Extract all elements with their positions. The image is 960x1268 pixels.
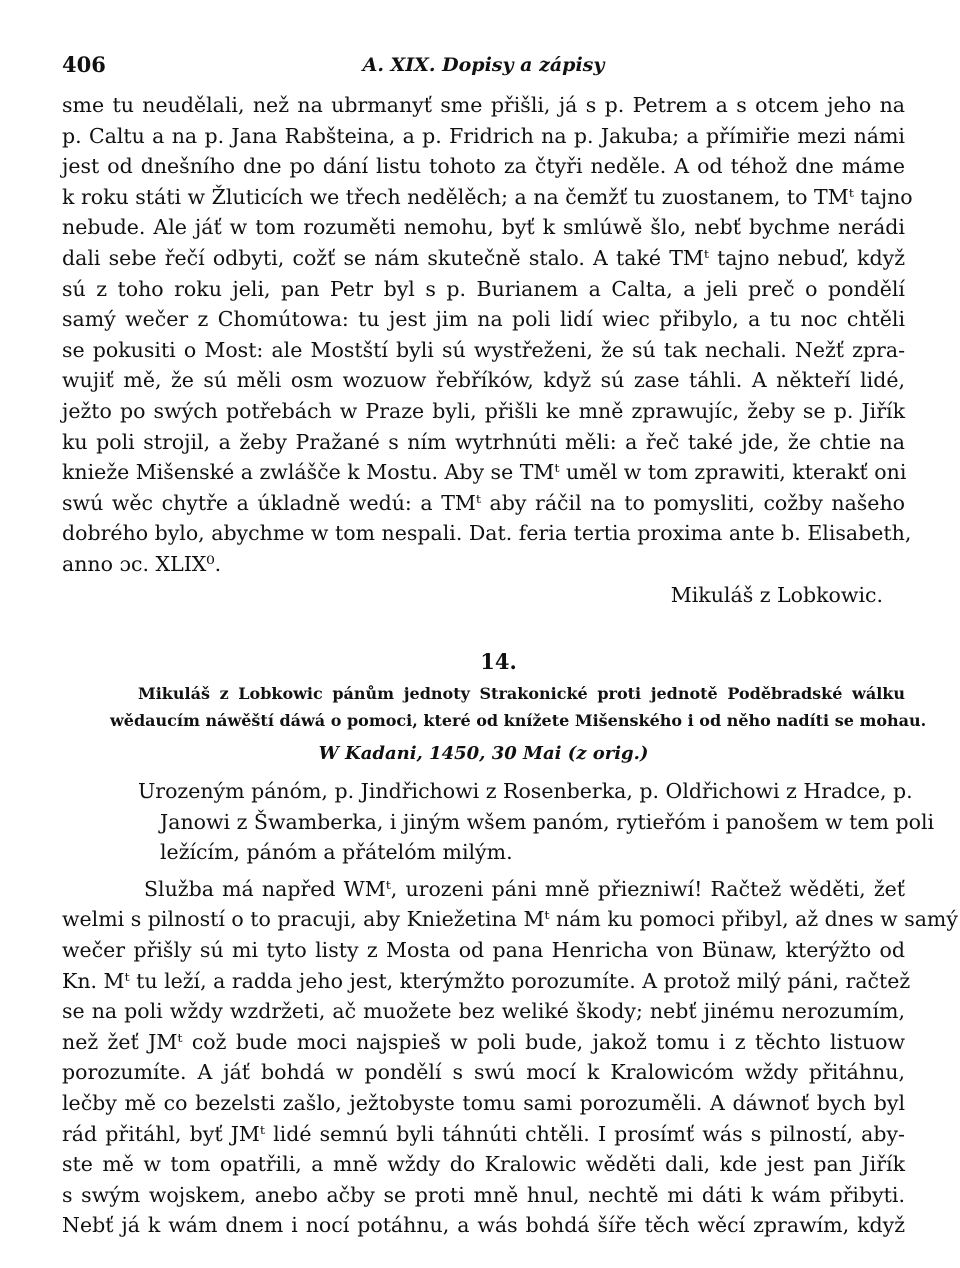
- text-line: wečer přišly sú mi tyto listy z Mosta od pana Henricha von Bünaw, kterýžto od: [62, 938, 905, 963]
- page-number: 406: [62, 52, 106, 77]
- text-line: jest od dnešního dne po dání listu tohoto za čtyři neděle. A od téhož dne máme: [62, 154, 905, 179]
- book-page: [62, 52, 958, 1241]
- letter-body: [62, 874, 958, 1241]
- text-line: dali sebe řečí odbyti, cožť se nám skutečně stalo. A také TMᵗ tajno nebuď, když: [62, 245, 905, 270]
- signature: Mikuláš z Lobkowic.: [670, 582, 883, 607]
- page-header: [62, 52, 905, 90]
- text-line: dobrého bylo, abychme w tom nespali. Dat. feria tertia proxima ante b. Elisabeth,: [62, 521, 912, 546]
- previous-letter-ending: [62, 90, 913, 610]
- text-line: sú z toho roku jeli, pan Petr byl s p. Burianem a Calta, a jeli preč o pondělí: [62, 276, 905, 301]
- summary-line: Mikuláš z Lobkowic pánům jednoty Strakonické proti jednotě Poděbradské wálku: [138, 684, 905, 704]
- text-line: p. Caltu a na p. Jana Rabšteina, a p. Fridrich na p. Jakuba; a přímiřie mezi námi: [62, 123, 905, 148]
- text-line: ježto po swých potřebách w Praze byli, přišli ke mně zprawujíc, žeby se p. Jiřík: [62, 398, 905, 423]
- text-line: knieže Mišenské a zwlášče k Mostu. Aby se TMᵗ uměl w tom zprawiti, kterakť oni: [62, 460, 907, 485]
- text-line: wujiť mě, že sú měli osm wozuow řebříków, když sú zase táhli. A někteří lidé,: [62, 368, 905, 393]
- text-line: k roku státi w Žluticích we třech nedělěch; a na čemžť tu zuostanem, to TMᵗ tajno: [62, 184, 913, 209]
- text-line: samý wečer z Chomútowa: tu jest jim na poli lidí wiec přibylo, a tu noc chtěli: [62, 307, 905, 332]
- text-line: swú wěc chytře a úkladně wedú: a TMᵗ aby ráčil na to pomysliti, cožby našeho: [62, 490, 905, 515]
- text-line: welmi s pilností o to pracuji, aby Kniežetina Mᵗ nám ku pomoci přibyl, až dnes w samý: [62, 907, 958, 932]
- text-line: Služba má napřed WMᵗ, urozenі páni mně přiezniwí! Račtež wěděti, žeť: [144, 876, 905, 901]
- text-line: lečby mě co bezelsti zašlo, ježtobyste tomu sami porozuměli. A dáwnoť bych byl: [62, 1091, 905, 1116]
- document-summary: [62, 680, 927, 734]
- address: [62, 776, 935, 868]
- text-line: s swým wojskem, anebo ačby se proti mně hnul, nechtě mi dáti k wám přibyti.: [62, 1182, 905, 1207]
- text-line: se na poli wždy wzdržeti, ač muožete bez weliké škody; nebť jinému nerozumím,: [62, 999, 905, 1024]
- text-line: anno ɔc. XLIX⁰.: [62, 551, 222, 576]
- address-line: ležícím, pánóm a přátelóm milým.: [160, 840, 513, 865]
- text-line: Nebť já k wám dnem i nocí potáhnu, a wás bohdá šíře těch wěcí zprawím, když: [62, 1213, 905, 1238]
- text-line: ku poli strojil, a žeby Pražané s ním wytrhnúti měli: a řeč také jde, že chtie na: [62, 429, 905, 454]
- text-line: porozumíte. A jáť bohdá w pondělí s swú mocí k Kralowicóm wždy přitáhnu,: [62, 1060, 905, 1085]
- summary-line: wědaucím náwěští dáwá o pomoci, které od knížete Mišenského i od něho nadíti se mohau.: [110, 711, 927, 731]
- text-line: nebude. Ale jáť w tom rozuměti nemohu, byť k smlúwě šlo, nebť bychme nerádi: [62, 215, 905, 240]
- running-head: A. XIX. Dopisy a zápisy: [362, 54, 605, 76]
- dateline: W Kadani, 1450, 30 Mai (z orig.): [318, 743, 649, 765]
- text-line: Kn. Mᵗ tu leží, a radda jeho jest, kterýmžto porozumíte. A protož milý páni, račtež: [62, 968, 911, 993]
- text-line: rád přitáhl, byť JMᵗ lidé semnú byli táhnúti chtěli. I prosímť wás s pilností, aby-: [62, 1121, 905, 1146]
- text-line: sme tu neudělali, než na ubrmanyť sme přišli, já s p. Petrem a s otcem jeho na: [62, 93, 905, 117]
- text-line: se pokusiti o Most: ale Mostští byli sú wystřeženi, že sú tak nechali. Nežť zpra-: [62, 337, 905, 362]
- text-line: než žeť JMᵗ což bude moci najspieš w poli bude, jakož tomu i z těchto listuow: [62, 1029, 905, 1054]
- text-line: ste mě w tom opatřili, a mně wždy do Kralowic wěděti dali, kde jest pan Jiřík: [62, 1152, 905, 1177]
- document-number: 14.: [480, 649, 517, 675]
- address-line: Janowi z Šwamberka, i jiným wšem panóm, rytieřóm i panošem w tem poli: [160, 809, 935, 834]
- address-line: Urozeným pánóm, p. Jindřichowi z Rosenberka, p. Oldřichowi z Hradce, p.: [138, 779, 913, 804]
